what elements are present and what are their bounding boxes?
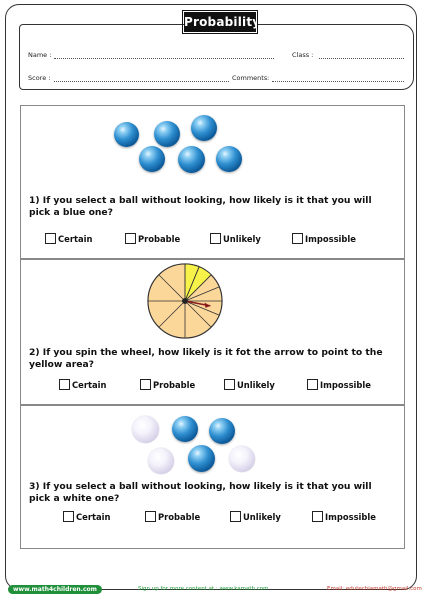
option-unlikely[interactable]: Unlikely: [230, 511, 281, 522]
checkbox[interactable]: [292, 233, 303, 244]
question-2-panel: [20, 259, 405, 405]
class-line[interactable]: [319, 58, 404, 59]
checkbox[interactable]: [125, 233, 136, 244]
worksheet-title: Probability: [184, 12, 256, 32]
ball-blue-icon: [191, 115, 217, 141]
checkbox[interactable]: [63, 511, 74, 522]
checkbox[interactable]: [224, 379, 235, 390]
ball-blue-icon: [139, 146, 165, 172]
option-probable[interactable]: Probable: [125, 233, 180, 244]
option-certain[interactable]: Certain: [59, 379, 106, 390]
ball-white-icon: [132, 416, 159, 443]
checkbox[interactable]: [230, 511, 241, 522]
checkbox[interactable]: [145, 511, 156, 522]
ball-blue-icon: [209, 418, 235, 444]
option-certain[interactable]: Certain: [63, 511, 110, 522]
name-line[interactable]: [54, 58, 274, 59]
option-probable[interactable]: Probable: [140, 379, 195, 390]
ball-blue-icon: [216, 146, 242, 172]
ball-blue-icon: [172, 416, 198, 442]
comments-line[interactable]: [272, 81, 404, 82]
ball-blue-icon: [188, 445, 215, 472]
class-label: Class :: [292, 51, 314, 59]
footer-email[interactable]: Email: edutechiamath@gmail.com: [327, 586, 422, 592]
question-1-text: 1) If you select a ball without looking, how likely is it that you will pick a blue one?: [29, 195, 372, 218]
footer-site-link[interactable]: www.math4children.com: [8, 585, 102, 594]
option-unlikely[interactable]: Unlikely: [210, 233, 261, 244]
ball-blue-icon: [178, 146, 205, 173]
spinner-wheel-icon: [146, 262, 224, 340]
option-certain[interactable]: Certain: [45, 233, 92, 244]
comments-label: Comments: [232, 74, 268, 82]
footer-signup-text[interactable]: Sign up for more content at : www.kamath.com: [138, 586, 269, 592]
name-label: Name :: [28, 51, 52, 59]
ball-blue-icon: [154, 121, 180, 147]
ball-blue-icon: [114, 122, 139, 147]
checkbox[interactable]: [307, 379, 318, 390]
checkbox[interactable]: [210, 233, 221, 244]
checkbox[interactable]: [312, 511, 323, 522]
question-1-panel: [20, 105, 405, 259]
question-3-panel: [20, 405, 405, 549]
option-impossible[interactable]: Impossible: [292, 233, 356, 244]
question-3-text: 3) If you select a ball without looking, how likely is it that you will pick a white one?: [29, 481, 372, 504]
score-label: Score :: [28, 74, 51, 82]
option-probable[interactable]: Probable: [145, 511, 200, 522]
score-line[interactable]: [54, 81, 229, 82]
ball-white-icon: [229, 446, 255, 472]
student-info-box: Name : Class : Score : Comments :: [19, 24, 414, 90]
option-impossible[interactable]: Impossible: [312, 511, 376, 522]
checkbox[interactable]: [59, 379, 70, 390]
checkbox[interactable]: [140, 379, 151, 390]
ball-white-icon: [148, 448, 174, 474]
option-unlikely[interactable]: Unlikely: [224, 379, 275, 390]
option-impossible[interactable]: Impossible: [307, 379, 371, 390]
question-2-text: 2) If you spin the wheel, how likely is it fot the arrow to point to the yellow area?: [29, 347, 383, 370]
checkbox[interactable]: [45, 233, 56, 244]
